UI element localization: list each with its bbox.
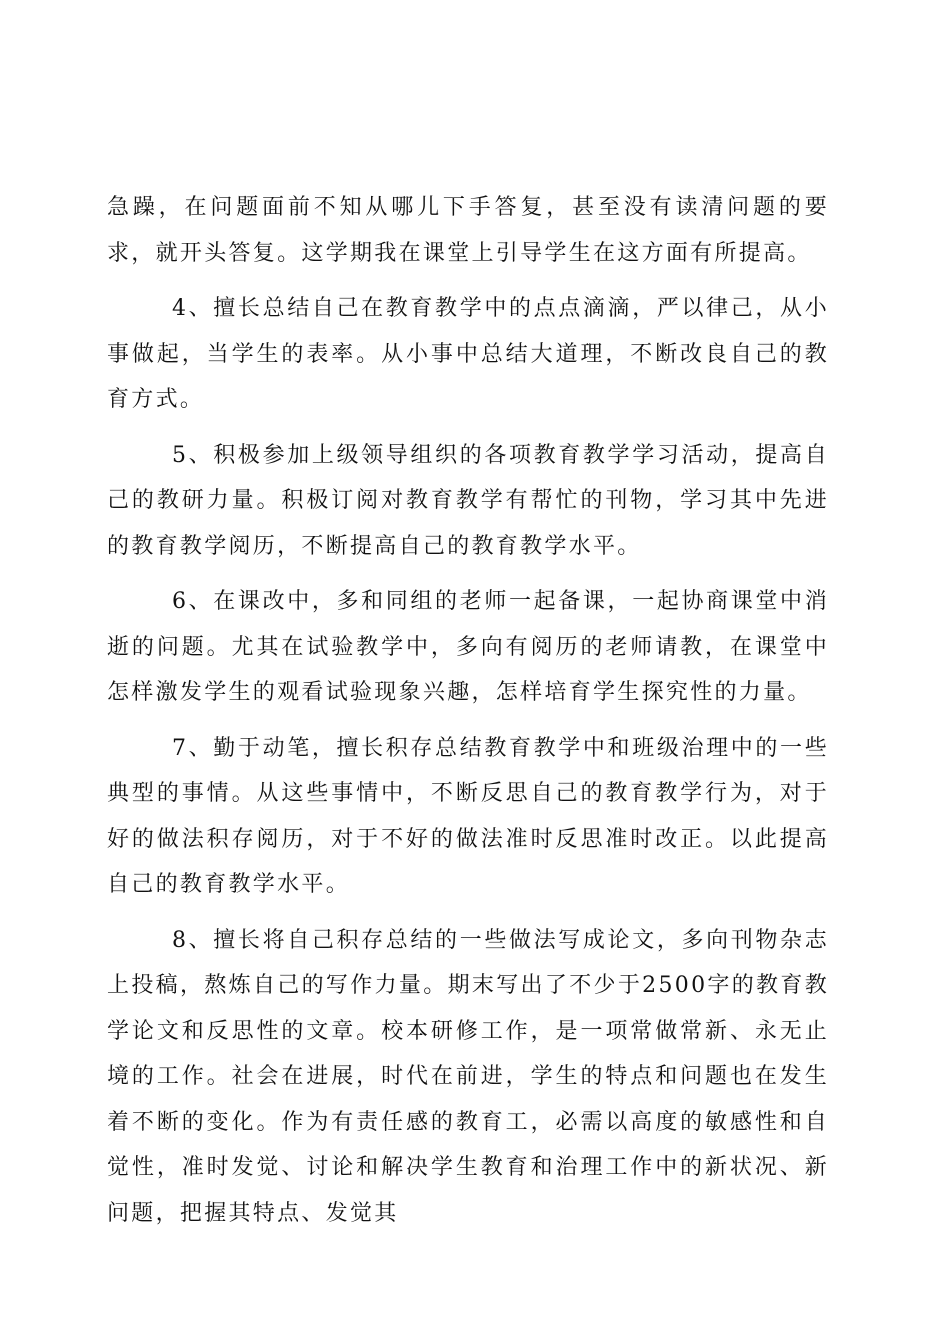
paragraph-item-6: 6、在课改中，多和同组的老师一起备课，一起协商课堂中消逝的问题。尤其在试验教学中，多向有阅历的老师请教，在课堂中怎样激发学生的观看试验现象兴趣，怎样培育学生探究性的力量。 bbox=[107, 589, 829, 705]
paragraph-item-5: 5、积极参加上级领导组织的各项教育教学学习活动，提高自己的教研力量。积极订阅对教育教学有帮忙的刊物，学习其中先进的教育教学阅历，不断提高自己的教育教学水平。 bbox=[107, 442, 829, 559]
paragraph-item-4: 4、擅长总结自己在教育教学中的点点滴滴，严以律己，从小事做起，当学生的表率。从小事中总结大道理，不断改良自己的教育方式。 bbox=[107, 296, 829, 412]
paragraph-item-8: 8、擅长将自己积存总结的一些做法写成论文，多向刊物杂志上投稿，熬炼自己的写作力量。期末写出了不少于2500字的教育教学论文和反思性的文章。校本研修工作，是一项常做常新、永无止境的工作。社会在进展，时代在前进，学生的特点和问题也在发生着不断的变化。作为有责任感的教育工，必需以高度的敏感性和自觉性，准时发觉、讨论和解决学生教育和治理工作中的新状况、新问题，把握其特点、发觉其 bbox=[107, 927, 829, 1226]
paragraph-item-7: 7、勤于动笔，擅长积存总结教育教学中和班级治理中的一些典型的事情。从这些事情中，不断反思自己的教育教学行为，对于好的做法积存阅历，对于不好的做法准时反思准时改正。以此提高自己的教育教学水平。 bbox=[107, 735, 829, 897]
paragraph-continuation: 急躁，在问题面前不知从哪儿下手答复，甚至没有读清问题的要求，就开头答复。这学期我在课堂上引导学生在这方面有所提高。 bbox=[107, 195, 829, 266]
document-body bbox=[107, 185, 829, 1236]
